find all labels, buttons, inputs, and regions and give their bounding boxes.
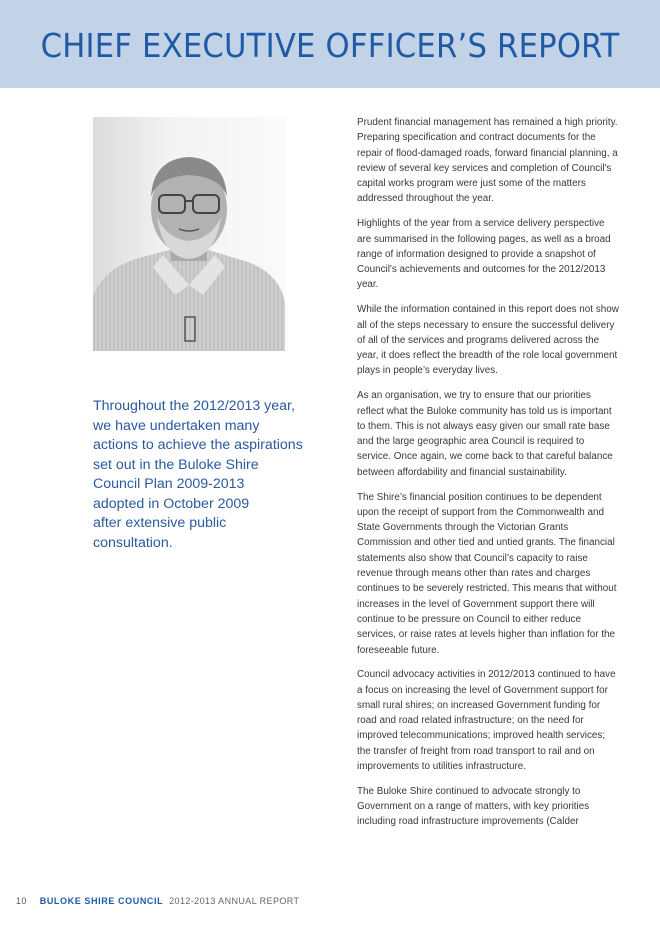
title-banner bbox=[0, 0, 660, 88]
pull-quote-line: after extensive public bbox=[93, 515, 227, 531]
body-paragraph: While the information contained in this report does not show all of the steps necessary to ensure the successful delivery of all of the services and programs delivered across the year, it does reflect the breadth of the role local government plays in people’s everyday lives. bbox=[357, 304, 619, 377]
body-paragraph: The Shire’s financial position continues to be dependent upon the receipt of support from the Commonwealth and State Governments through the Victorian Grants Commission and other tied and untied grants. The financial statements also show that Council’s capacity to raise revenue through means other than rates and charges continues to be severely restricted. This means that without increases in the level of Government support there will continue to be pressure on Council to either reduce services, or raise rates at levels higher than inflation for the foreseeable future. bbox=[357, 491, 617, 656]
body-paragraph: As an organisation, we try to ensure that our priorities reflect what the Buloke community has told us is important to them. This is not always easy given our small rate base and the large geographic area Council is required to service. Once again, we come back to that careful balance between affordability and financial sustainability. bbox=[357, 390, 613, 478]
portrait-illustration bbox=[93, 117, 285, 351]
ceo-portrait-photo bbox=[93, 117, 285, 351]
footer-organisation: BULOKE SHIRE COUNCIL bbox=[39, 896, 164, 906]
footer-report-name: 2012-2013 ANNUAL REPORT bbox=[169, 896, 300, 906]
pull-quote-line: consultation. bbox=[93, 534, 173, 551]
pull-quote-line: Council Plan 2009-2013 bbox=[93, 476, 245, 492]
page-footer bbox=[16, 896, 299, 906]
pull-quote bbox=[93, 397, 308, 553]
pull-quote-line: adopted in October 2009 bbox=[93, 495, 250, 512]
body-paragraph: Prudent financial management has remained a high priority. Preparing specification and contract documents for the repair of flood-damaged roads, forward financial planning, a review of several key services and completion of Council's capital works program were just some of the matters addressed throughout the year. bbox=[357, 117, 618, 205]
page-number: 10 bbox=[16, 896, 27, 906]
body-paragraph: Highlights of the year from a service delivery perspective are summarised in the following pages, as well as a broad range of information designed to provide a snapshot of Council's achievements and outcomes for the 2012/2013 year. bbox=[357, 218, 611, 291]
body-paragraph: Council advocacy activities in 2012/2013 continued to have a focus on increasing the level of Government support for small rural shires; on increased Government funding for road and road related infrastructure; on the need for improved telecommunications; improved health services; the transfer of freight from road transport to rail and on improvements to utilities infrastructure. bbox=[357, 669, 616, 773]
page-title: CHIEF EXECUTIVE OFFICER’S REPORT bbox=[40, 26, 620, 65]
report-body bbox=[357, 115, 619, 839]
pull-quote-line: actions to achieve the aspirations bbox=[93, 437, 303, 453]
pull-quote-line: Throughout the 2012/2013 year, bbox=[93, 398, 295, 414]
body-paragraph: The Buloke Shire continued to advocate strongly to Government on a range of matters, with key priorities including road infrastructure improvements (Calder bbox=[357, 785, 590, 828]
pull-quote-line: set out in the Buloke Shire bbox=[93, 456, 259, 473]
pull-quote-line: we have undertaken many bbox=[93, 417, 260, 434]
